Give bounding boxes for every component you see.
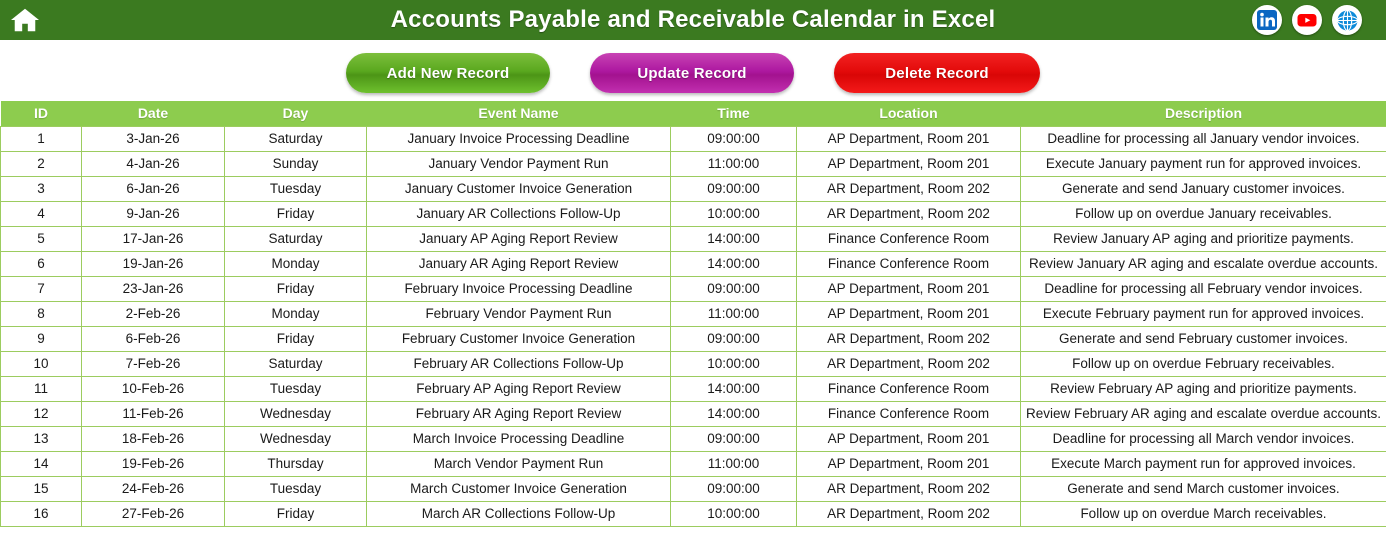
cell-day[interactable]: Friday (225, 326, 367, 351)
cell-day[interactable]: Friday (225, 276, 367, 301)
cell-time[interactable]: 09:00:00 (671, 476, 797, 501)
table-row[interactable] (1, 401, 1386, 426)
cell-description[interactable]: Generate and send March customer invoices. (1021, 476, 1386, 501)
cell-day[interactable]: Monday (225, 301, 367, 326)
cell-location[interactable]: AP Department, Room 201 (797, 451, 1021, 476)
youtube-icon[interactable] (1292, 5, 1322, 35)
table-row[interactable] (1, 501, 1386, 526)
table-row[interactable] (1, 451, 1386, 476)
cell-date[interactable]: 3-Jan-26 (82, 126, 225, 151)
cell-time[interactable]: 14:00:00 (671, 226, 797, 251)
linkedin-icon[interactable] (1252, 5, 1282, 35)
cell-id[interactable]: 3 (1, 176, 82, 201)
table-row[interactable] (1, 476, 1386, 501)
table-row[interactable] (1, 426, 1386, 451)
page-title: Accounts Payable and Receivable Calendar in Excel (390, 6, 996, 33)
cell-day[interactable]: Saturday (225, 226, 367, 251)
cell-day[interactable]: Friday (225, 501, 367, 526)
cell-location[interactable]: AR Department, Room 202 (797, 501, 1021, 526)
cell-time[interactable]: 09:00:00 (671, 126, 797, 151)
cell-day[interactable]: Saturday (225, 126, 367, 151)
table-row[interactable] (1, 376, 1386, 401)
cell-day[interactable]: Tuesday (225, 476, 367, 501)
cell-date[interactable]: 19-Feb-26 (82, 451, 225, 476)
cell-date[interactable]: 18-Feb-26 (82, 426, 225, 451)
cell-time[interactable]: 14:00:00 (671, 251, 797, 276)
cell-day[interactable]: Tuesday (225, 376, 367, 401)
cell-description[interactable]: Execute March payment run for approved invoices. (1021, 451, 1386, 476)
app-banner (0, 0, 1386, 41)
cell-time[interactable]: 09:00:00 (671, 176, 797, 201)
cell-event-name[interactable]: January AP Aging Report Review (367, 226, 671, 251)
cell-location[interactable]: AP Department, Room 201 (797, 151, 1021, 176)
cell-event-name[interactable]: February AR Collections Follow-Up (367, 351, 671, 376)
cell-id[interactable]: 12 (1, 401, 82, 426)
cell-location[interactable]: AR Department, Room 202 (797, 326, 1021, 351)
table-row[interactable] (1, 176, 1386, 201)
cell-location[interactable]: AP Department, Room 201 (797, 301, 1021, 326)
cell-event-name[interactable]: February Invoice Processing Deadline (367, 276, 671, 301)
column-header-event-name[interactable]: Event Name (367, 101, 671, 126)
cell-event-name[interactable]: February Customer Invoice Generation (367, 326, 671, 351)
cell-time[interactable]: 09:00:00 (671, 276, 797, 301)
cell-time[interactable]: 14:00:00 (671, 401, 797, 426)
bottom-filler (0, 527, 1386, 541)
delete-record-button[interactable]: Delete Record (834, 53, 1040, 93)
cell-date[interactable]: 7-Feb-26 (82, 351, 225, 376)
cell-date[interactable]: 9-Jan-26 (82, 201, 225, 226)
cell-day[interactable]: Wednesday (225, 401, 367, 426)
cell-description[interactable]: Deadline for processing all January vendor invoices. (1021, 126, 1386, 151)
update-record-button[interactable]: Update Record (590, 53, 794, 93)
cell-event-name[interactable]: January Vendor Payment Run (367, 151, 671, 176)
add-new-record-button[interactable]: Add New Record (346, 53, 550, 93)
cell-id[interactable]: 13 (1, 426, 82, 451)
cell-day[interactable]: Saturday (225, 351, 367, 376)
cell-date[interactable]: 27-Feb-26 (82, 501, 225, 526)
cell-event-name[interactable]: February AP Aging Report Review (367, 376, 671, 401)
cell-day[interactable]: Thursday (225, 451, 367, 476)
cell-day[interactable]: Monday (225, 251, 367, 276)
cell-id[interactable]: 7 (1, 276, 82, 301)
cell-description[interactable]: Deadline for processing all March vendor invoices. (1021, 426, 1386, 451)
table-row[interactable] (1, 276, 1386, 301)
cell-id[interactable]: 9 (1, 326, 82, 351)
cell-id[interactable]: 10 (1, 351, 82, 376)
cell-description[interactable]: Execute January payment run for approved invoices. (1021, 151, 1386, 176)
social-links (1252, 5, 1362, 35)
cell-description[interactable]: Follow up on overdue January receivables. (1021, 201, 1386, 226)
cell-id[interactable]: 5 (1, 226, 82, 251)
table-row[interactable] (1, 226, 1386, 251)
records-table-container (0, 101, 1386, 527)
table-row[interactable] (1, 126, 1386, 151)
cell-description[interactable]: Review February AP aging and prioritize payments. (1021, 376, 1386, 401)
cell-date[interactable]: 6-Feb-26 (82, 326, 225, 351)
cell-time[interactable]: 11:00:00 (671, 301, 797, 326)
cell-event-name[interactable]: January Invoice Processing Deadline (367, 126, 671, 151)
cell-event-name[interactable]: March AR Collections Follow-Up (367, 501, 671, 526)
cell-time[interactable]: 11:00:00 (671, 151, 797, 176)
records-table (0, 101, 1386, 527)
cell-date[interactable]: 6-Jan-26 (82, 176, 225, 201)
website-icon[interactable] (1332, 5, 1362, 35)
cell-description[interactable]: Deadline for processing all February vendor invoices. (1021, 276, 1386, 301)
table-row[interactable] (1, 201, 1386, 226)
cell-location[interactable]: Finance Conference Room (797, 401, 1021, 426)
cell-time[interactable]: 09:00:00 (671, 326, 797, 351)
cell-description[interactable]: Review January AR aging and escalate overdue accounts. (1021, 251, 1386, 276)
cell-time[interactable]: 11:00:00 (671, 451, 797, 476)
cell-date[interactable]: 10-Feb-26 (82, 376, 225, 401)
cell-event-name[interactable]: January AR Collections Follow-Up (367, 201, 671, 226)
cell-day[interactable]: Wednesday (225, 426, 367, 451)
cell-time[interactable]: 09:00:00 (671, 426, 797, 451)
table-row[interactable] (1, 251, 1386, 276)
cell-time[interactable]: 10:00:00 (671, 501, 797, 526)
table-row[interactable] (1, 151, 1386, 176)
table-header-row (1, 101, 1386, 126)
cell-event-name[interactable]: February AR Aging Report Review (367, 401, 671, 426)
cell-event-name[interactable]: January Customer Invoice Generation (367, 176, 671, 201)
cell-location[interactable]: Finance Conference Room (797, 226, 1021, 251)
cell-event-name[interactable]: February Vendor Payment Run (367, 301, 671, 326)
cell-time[interactable]: 10:00:00 (671, 351, 797, 376)
banner-left (10, 6, 40, 34)
home-icon[interactable] (10, 6, 40, 34)
table-row[interactable] (1, 351, 1386, 376)
cell-location[interactable]: Finance Conference Room (797, 251, 1021, 276)
cell-date[interactable]: 23-Jan-26 (82, 276, 225, 301)
cell-date[interactable]: 4-Jan-26 (82, 151, 225, 176)
cell-id[interactable]: 11 (1, 376, 82, 401)
cell-day[interactable]: Sunday (225, 151, 367, 176)
cell-id[interactable]: 16 (1, 501, 82, 526)
cell-id[interactable]: 6 (1, 251, 82, 276)
column-header-description[interactable]: Description (1021, 101, 1386, 126)
cell-description[interactable]: Review January AP aging and prioritize payments. (1021, 226, 1386, 251)
cell-location[interactable]: Finance Conference Room (797, 376, 1021, 401)
cell-location[interactable]: AR Department, Room 202 (797, 176, 1021, 201)
action-toolbar (0, 41, 1386, 101)
column-header-time[interactable]: Time (671, 101, 797, 126)
table-row[interactable] (1, 301, 1386, 326)
cell-date[interactable]: 17-Jan-26 (82, 226, 225, 251)
cell-location[interactable]: AR Department, Room 202 (797, 201, 1021, 226)
cell-description[interactable]: Generate and send January customer invoices. (1021, 176, 1386, 201)
cell-location[interactable]: AR Department, Room 202 (797, 476, 1021, 501)
cell-time[interactable]: 14:00:00 (671, 376, 797, 401)
cell-date[interactable]: 24-Feb-26 (82, 476, 225, 501)
cell-location[interactable]: AP Department, Room 201 (797, 426, 1021, 451)
column-header-date[interactable]: Date (82, 101, 225, 126)
cell-day[interactable]: Tuesday (225, 176, 367, 201)
table-body (1, 126, 1386, 526)
cell-date[interactable]: 19-Jan-26 (82, 251, 225, 276)
cell-event-name[interactable]: March Vendor Payment Run (367, 451, 671, 476)
table-header (1, 101, 1386, 126)
cell-event-name[interactable]: January AR Aging Report Review (367, 251, 671, 276)
cell-location[interactable]: AP Department, Room 201 (797, 276, 1021, 301)
cell-id[interactable]: 8 (1, 301, 82, 326)
cell-id[interactable]: 2 (1, 151, 82, 176)
cell-location[interactable]: AP Department, Room 201 (797, 126, 1021, 151)
cell-id[interactable]: 15 (1, 476, 82, 501)
cell-date[interactable]: 2-Feb-26 (82, 301, 225, 326)
column-header-id[interactable]: ID (1, 101, 82, 126)
cell-id[interactable]: 1 (1, 126, 82, 151)
column-header-day[interactable]: Day (225, 101, 367, 126)
cell-day[interactable]: Friday (225, 201, 367, 226)
cell-event-name[interactable]: March Invoice Processing Deadline (367, 426, 671, 451)
table-row[interactable] (1, 326, 1386, 351)
cell-date[interactable]: 11-Feb-26 (82, 401, 225, 426)
cell-description[interactable]: Review February AR aging and escalate overdue accounts. (1021, 401, 1386, 426)
cell-location[interactable]: AR Department, Room 202 (797, 351, 1021, 376)
cell-time[interactable]: 10:00:00 (671, 201, 797, 226)
cell-description[interactable]: Execute February payment run for approved invoices. (1021, 301, 1386, 326)
cell-description[interactable]: Generate and send February customer invoices. (1021, 326, 1386, 351)
cell-description[interactable]: Follow up on overdue February receivables. (1021, 351, 1386, 376)
cell-description[interactable]: Follow up on overdue March receivables. (1021, 501, 1386, 526)
cell-event-name[interactable]: March Customer Invoice Generation (367, 476, 671, 501)
cell-id[interactable]: 4 (1, 201, 82, 226)
cell-id[interactable]: 14 (1, 451, 82, 476)
column-header-location[interactable]: Location (797, 101, 1021, 126)
